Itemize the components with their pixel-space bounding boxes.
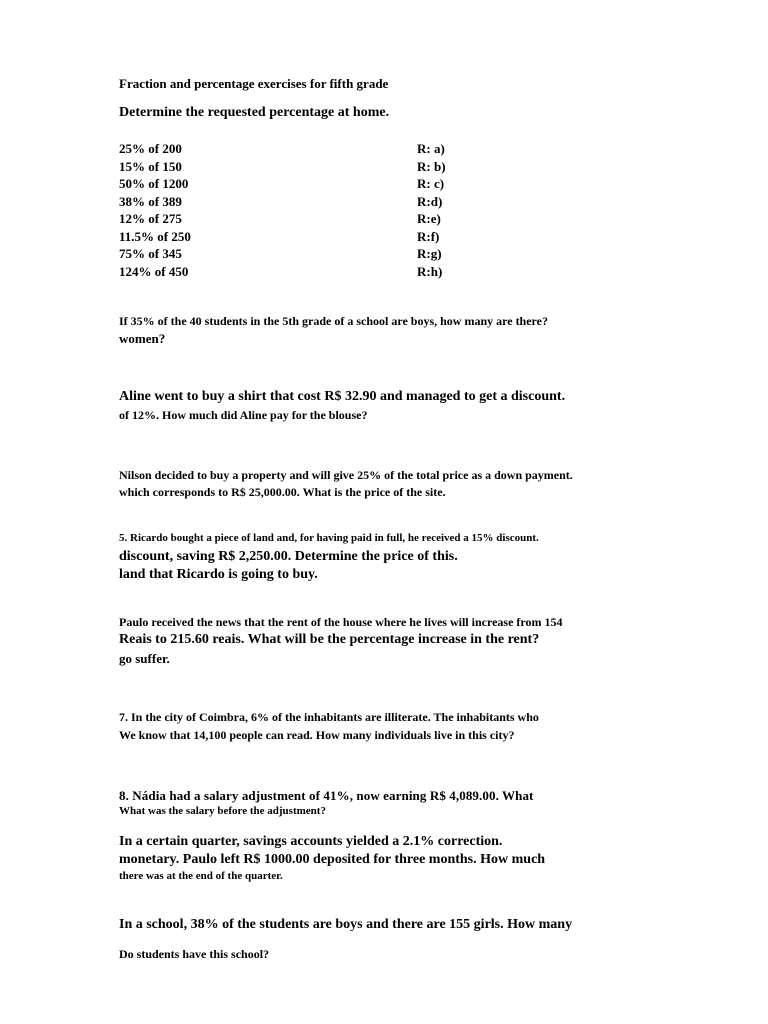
answer-label: R:g)	[417, 246, 442, 261]
problem-4-line-2: discount, saving R$ 2,250.00. Determine the price of this.	[119, 549, 458, 564]
problem-2-line-1: Aline went to buy a shirt that cost R$ 32.90 and managed to get a discount.	[119, 389, 566, 404]
answer-label: R: b)	[417, 159, 446, 174]
problem-5-line-1: Paulo received the news that the rent of the house where he lives will increase from 154	[119, 615, 563, 629]
problem-1-line-1: If 35% of the 40 students in the 5th grade of a school are boys, how many are there?	[119, 314, 548, 328]
problem-2-line-2: of 12%. How much did Aline pay for the blouse?	[119, 408, 368, 422]
exercise-item: 11.5% of 250	[119, 229, 191, 244]
problem-3-line-2: which corresponds to R$ 25,000.00. What is the price of the site.	[119, 485, 446, 499]
exercise-item: 75% of 345	[119, 246, 182, 261]
problem-6-line-2: We know that 14,100 people can read. How many individuals live in this city?	[119, 728, 515, 742]
problem-5-line-3: go suffer.	[119, 651, 170, 666]
answer-label: R:f)	[417, 229, 440, 244]
problem-9-line-1: In a school, 38% of the students are boys and there are 155 girls. How many	[119, 917, 573, 932]
problem-9-line-2: Do students have this school?	[119, 947, 270, 961]
exercise-item: 38% of 389	[119, 194, 182, 209]
answer-label: R:h)	[417, 264, 443, 279]
instruction-text: Determine the requested percentage at home.	[119, 105, 390, 120]
document-title: Fraction and percentage exercises for fifth grade	[119, 76, 389, 91]
answer-label: R:d)	[417, 194, 443, 209]
problem-8-line-1: In a certain quarter, savings accounts yielded a 2.1% correction.	[119, 834, 503, 849]
problem-1-line-2: women?	[119, 331, 166, 346]
answer-label: R: a)	[417, 141, 445, 156]
answer-label: R: c)	[417, 176, 445, 191]
exercise-item: 15% of 150	[119, 159, 182, 174]
problem-4-line-1: 5. Ricardo bought a piece of land and, for having paid in full, he received a 15% discount.	[119, 532, 539, 544]
problem-3-line-1: Nilson decided to buy a property and will give 25% of the total price as a down payment.	[119, 468, 573, 482]
problem-7-line-2: What was the salary before the adjustment?	[119, 805, 326, 817]
exercise-item: 25% of 200	[119, 141, 182, 156]
problem-4-line-3: land that Ricardo is going to buy.	[119, 567, 318, 582]
exercise-item: 124% of 450	[119, 264, 189, 279]
exercise-item: 50% of 1200	[119, 176, 189, 191]
problem-5-line-2: Reais to 215.60 reais. What will be the percentage increase in the rent?	[119, 632, 540, 647]
answer-label: R:e)	[417, 211, 441, 226]
problem-8-line-2: monetary. Paulo left R$ 1000.00 deposited for three months. How much	[119, 852, 546, 867]
problem-7-line-1: 8. Nádia had a salary adjustment of 41%, now earning R$ 4,089.00. What	[119, 788, 534, 803]
exercise-item: 12% of 275	[119, 211, 182, 226]
problem-6-line-1: 7. In the city of Coimbra, 6% of the inhabitants are illiterate. The inhabitants who	[119, 710, 539, 724]
problem-8-line-3: there was at the end of the quarter.	[119, 870, 283, 882]
